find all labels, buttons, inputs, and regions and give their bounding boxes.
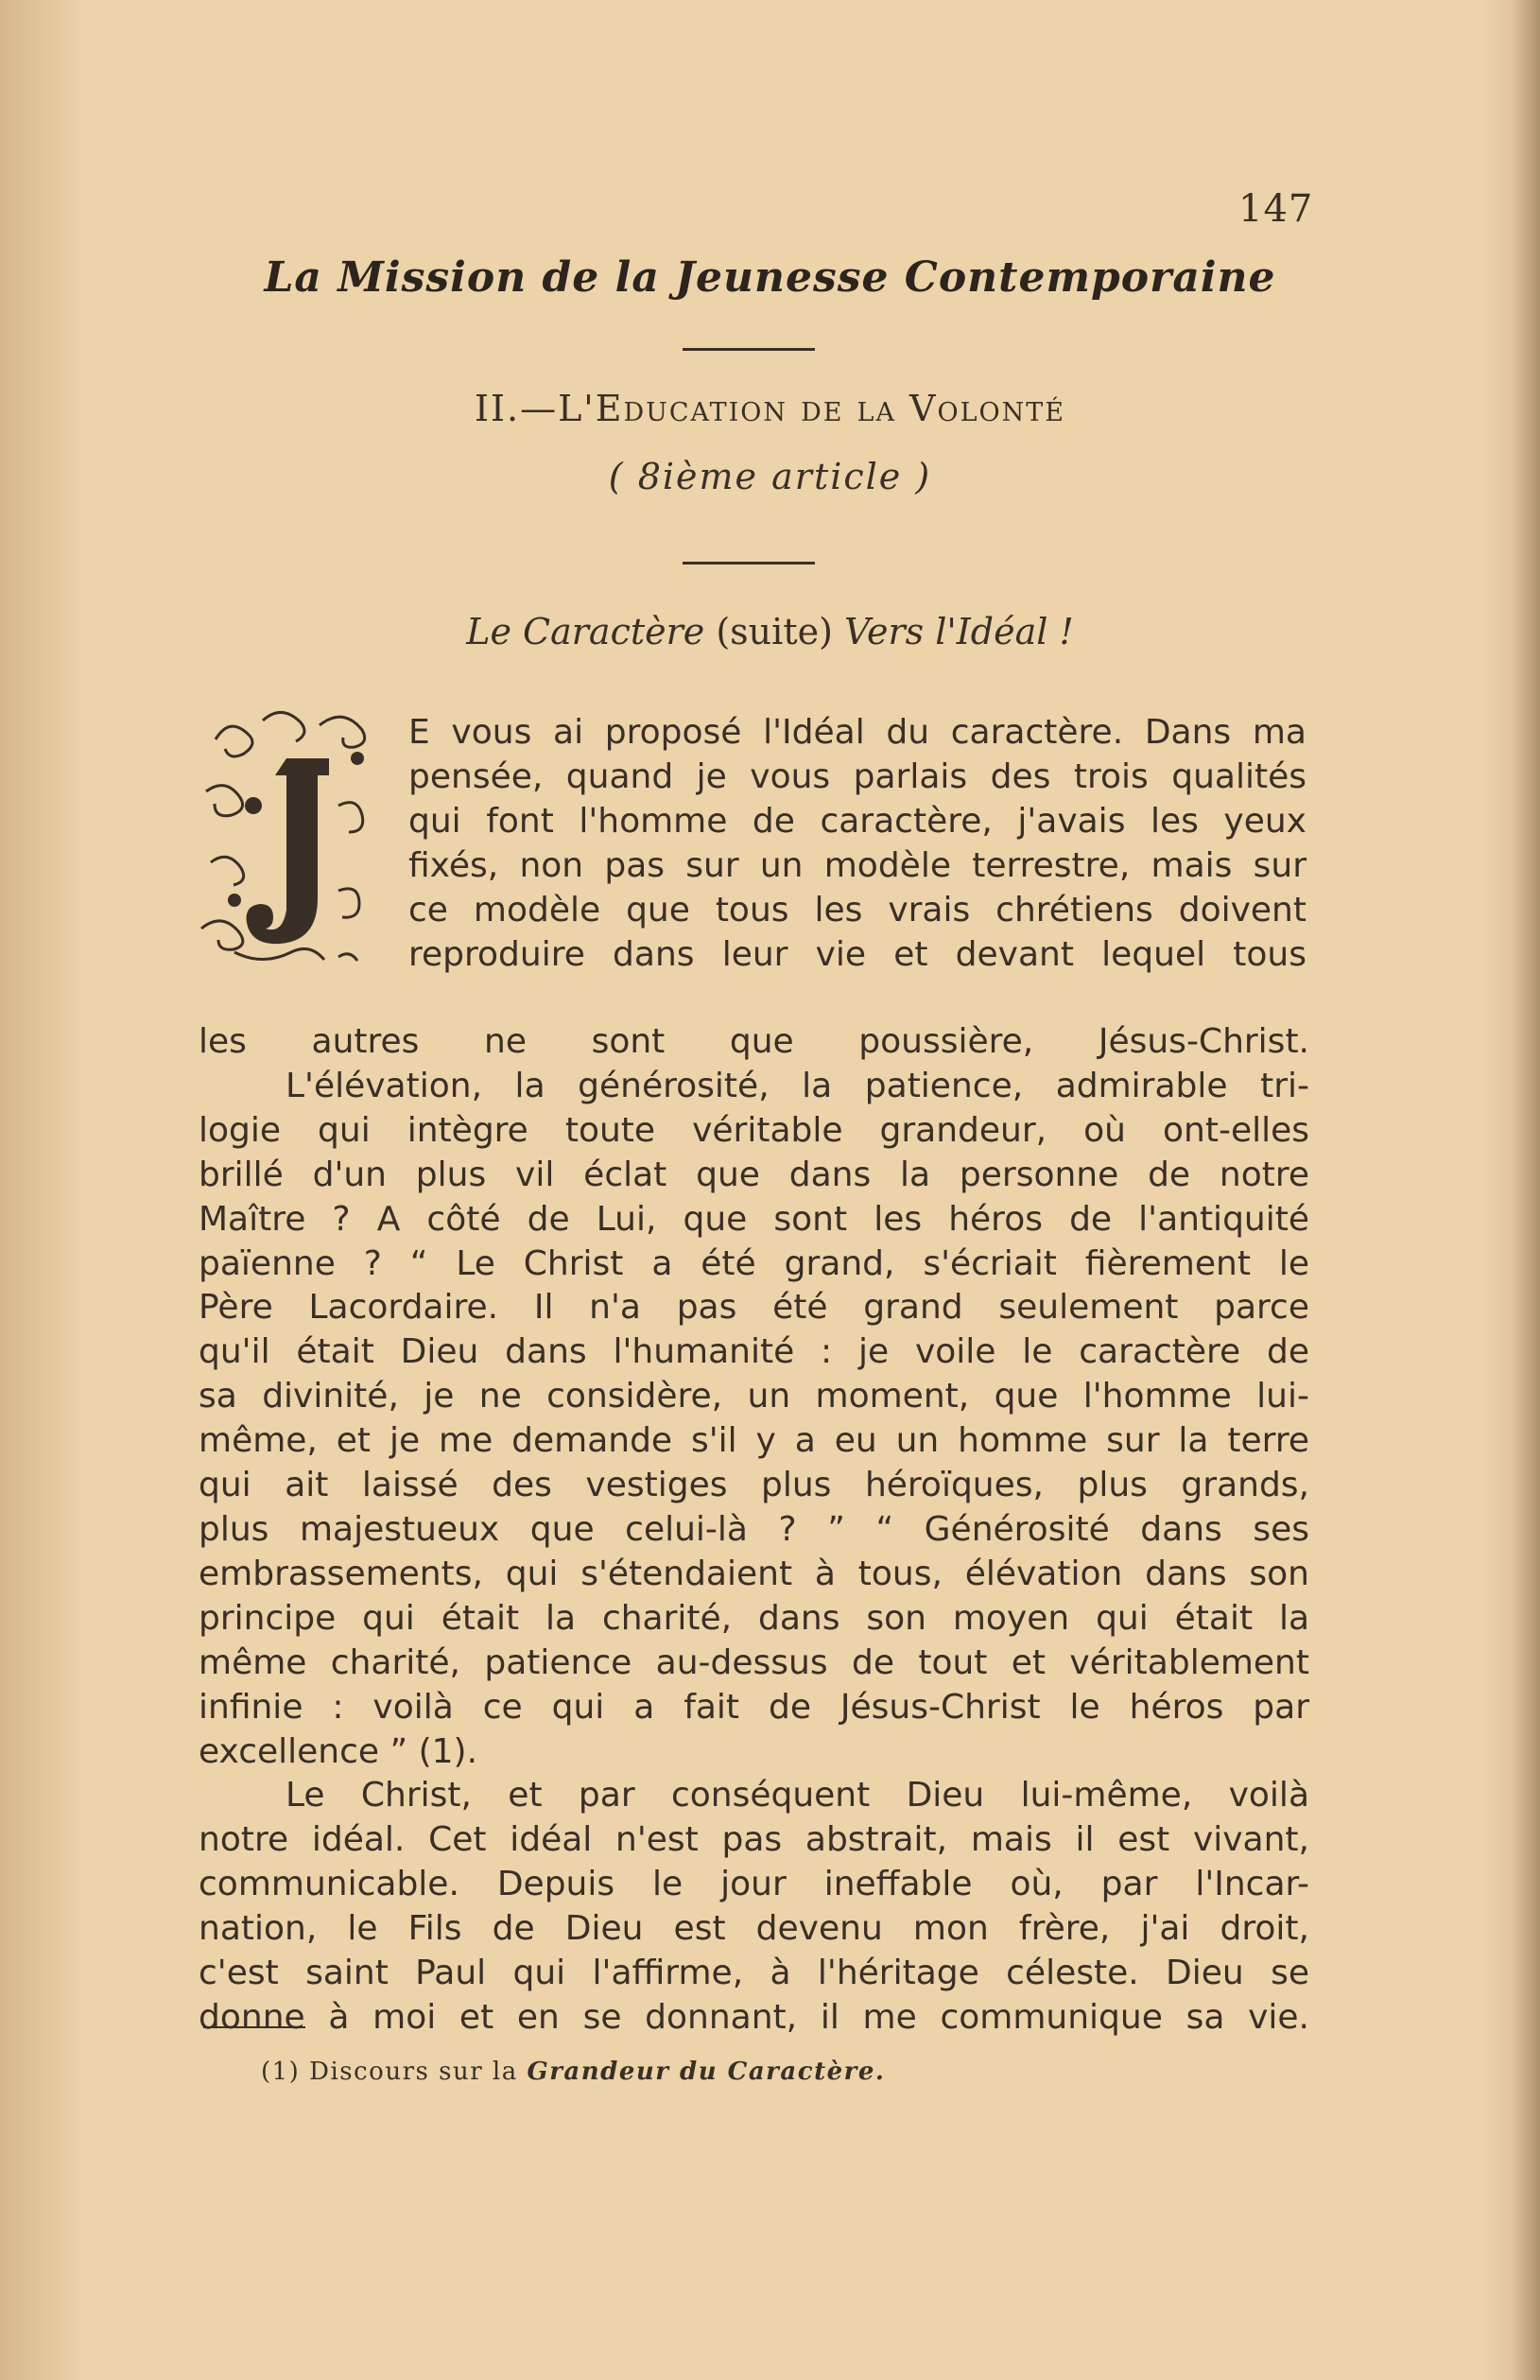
heading-rule (683, 562, 815, 565)
text-line: Père Lacordaire. Il n'a pas été grand seulement parce (199, 1288, 1309, 1328)
subheading-part-3: Vers l'Idéal ! (844, 611, 1074, 652)
text-line: fixés, non pas sur un modèle terrestre, mais sur (408, 845, 1306, 885)
article-number: ( 8ième article ) (608, 456, 932, 497)
text-line: embrassements, qui s'étendaient à tous, élévation dans son (199, 1554, 1309, 1593)
text-line: c'est saint Paul qui l'affirme, à l'héritage céleste. Dieu se (199, 1954, 1309, 1993)
text-line: brillé d'un plus vil éclat que dans la personne de notre (199, 1155, 1309, 1194)
body-paragraphs (199, 1020, 1309, 2041)
text-line: logie qui intègre toute véritable grandeur, où ont-elles (199, 1110, 1309, 1150)
running-title: La Mission de la Jeunesse Contemporaine (264, 253, 1276, 302)
text-line: Le Christ, et par conséquent Dieu lui-même, voilà (286, 1776, 1309, 1815)
text-line: L'élévation, la générosité, la patience, admirable tri- (286, 1066, 1309, 1105)
title-rule (683, 348, 815, 351)
text-line: pensée, quand je vous parlais des trois qualités (408, 756, 1306, 796)
footnote-marker: (1) (261, 2058, 301, 2086)
text-line: nation, le Fils de Dieu est devenu mon frère, j'ai droit, (199, 1909, 1309, 1949)
text-line: même charité, patience au-dessus de tout et véritablement (199, 1642, 1309, 1682)
subheading (0, 611, 1540, 652)
text-line: notre idéal. Cet idéal n'est pas abstrait, mais il est vivant, (199, 1820, 1309, 1860)
text-line: païenne ? “ Le Christ a été grand, s'écriait fièrement le (199, 1243, 1309, 1283)
dropcap-paragraph-lines (408, 711, 1306, 977)
footnote-text: Discours sur la (309, 2058, 518, 2086)
text-line: qu'il était Dieu dans l'humanité : je voile le caractère de (199, 1332, 1309, 1372)
text-line: sa divinité, je ne considère, un moment, que l'homme lui- (199, 1377, 1309, 1416)
footnote-rule (203, 2026, 305, 2028)
text-line: même, et je me demande s'il y a eu un homme sur la terre (199, 1421, 1309, 1461)
text-line: les autres ne sont que poussière, Jésus-Christ. (199, 1022, 1309, 1061)
subheading-part-1: Le Caractère (466, 611, 705, 652)
text-line: excellence ” (1). (199, 1731, 478, 1771)
footnote-title: Grandeur du Caractère. (527, 2058, 886, 2086)
text-line: qui font l'homme de caractère, j'avais les yeux (408, 801, 1306, 841)
ornamental-dropcap-icon (197, 702, 376, 981)
text-line: ce modèle que tous les vrais chrétiens doivent (408, 890, 1306, 929)
text-line: infinie : voilà ce qui a fait de Jésus-Christ le héros par (199, 1687, 1309, 1727)
section-heading: II.—L'Education de la Volonté (474, 388, 1066, 429)
text-line: qui ait laissé des vestiges plus héroïques, plus grands, (199, 1466, 1309, 1505)
text-line: plus majestueux que celui-là ? ” “ Générosité dans ses (199, 1509, 1309, 1549)
text-line: communicable. Depuis le jour ineffable où, par l'Incar- (199, 1865, 1309, 1904)
text-line: reproduire dans leur vie et devant lequel tous (408, 934, 1306, 974)
text-line: E vous ai proposé l'Idéal du caractère. Dans ma (408, 713, 1306, 752)
text-line: Maître ? A côté de Lui, que sont les héros de l'antiquité (199, 1199, 1309, 1239)
footnote (261, 2058, 1112, 2086)
page-number: 147 (1238, 187, 1314, 231)
subheading-part-2: (suite) (716, 611, 833, 652)
text-line: donne à moi et en se donnant, il me communique sa vie. (199, 1997, 1309, 2037)
text-line: principe qui était la charité, dans son moyen qui était la (199, 1598, 1309, 1638)
